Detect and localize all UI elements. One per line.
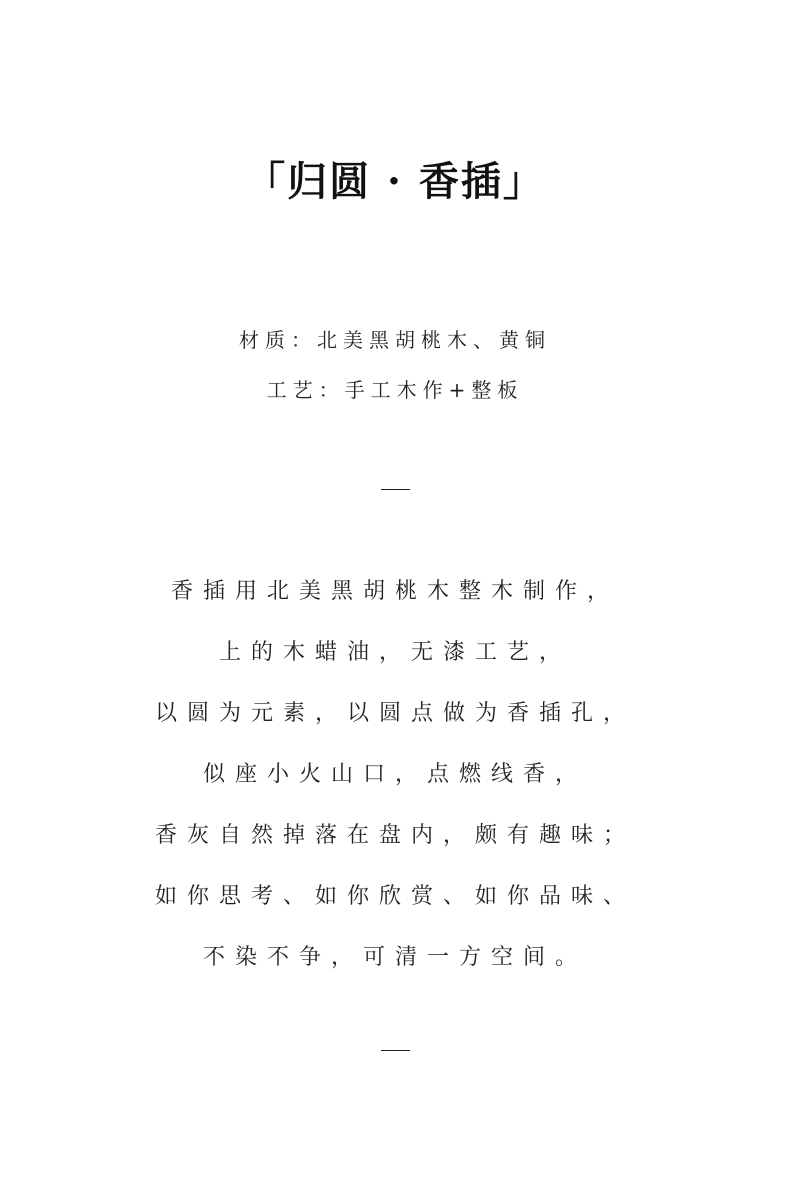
verse-line: 香灰自然掉落在盘内，颇有趣味； — [154, 823, 635, 848]
separator-dash — [381, 489, 410, 490]
verse-line: 似座小火山口，点燃线香， — [202, 762, 587, 787]
verse-line: 如你思考、如你欣赏、如你品味、 — [154, 884, 635, 909]
material-spec: 材质：北美黑胡桃木、黄铜 — [239, 328, 551, 352]
separator-dash — [381, 1050, 410, 1051]
page-title: 「归圆 · 香插」 — [245, 158, 545, 205]
verse-line: 不染不争，可清一方空间。 — [202, 945, 587, 970]
verse-line: 上的木蜡油，无漆工艺， — [218, 640, 571, 665]
description-verse — [0, 568, 790, 995]
craft-spec: 工艺：手工木作+整板 — [266, 378, 524, 402]
verse-line: 香插用北美黑胡桃木整木制作， — [170, 579, 619, 604]
verse-line: 以圆为元素，以圆点做为香插孔， — [154, 701, 635, 726]
